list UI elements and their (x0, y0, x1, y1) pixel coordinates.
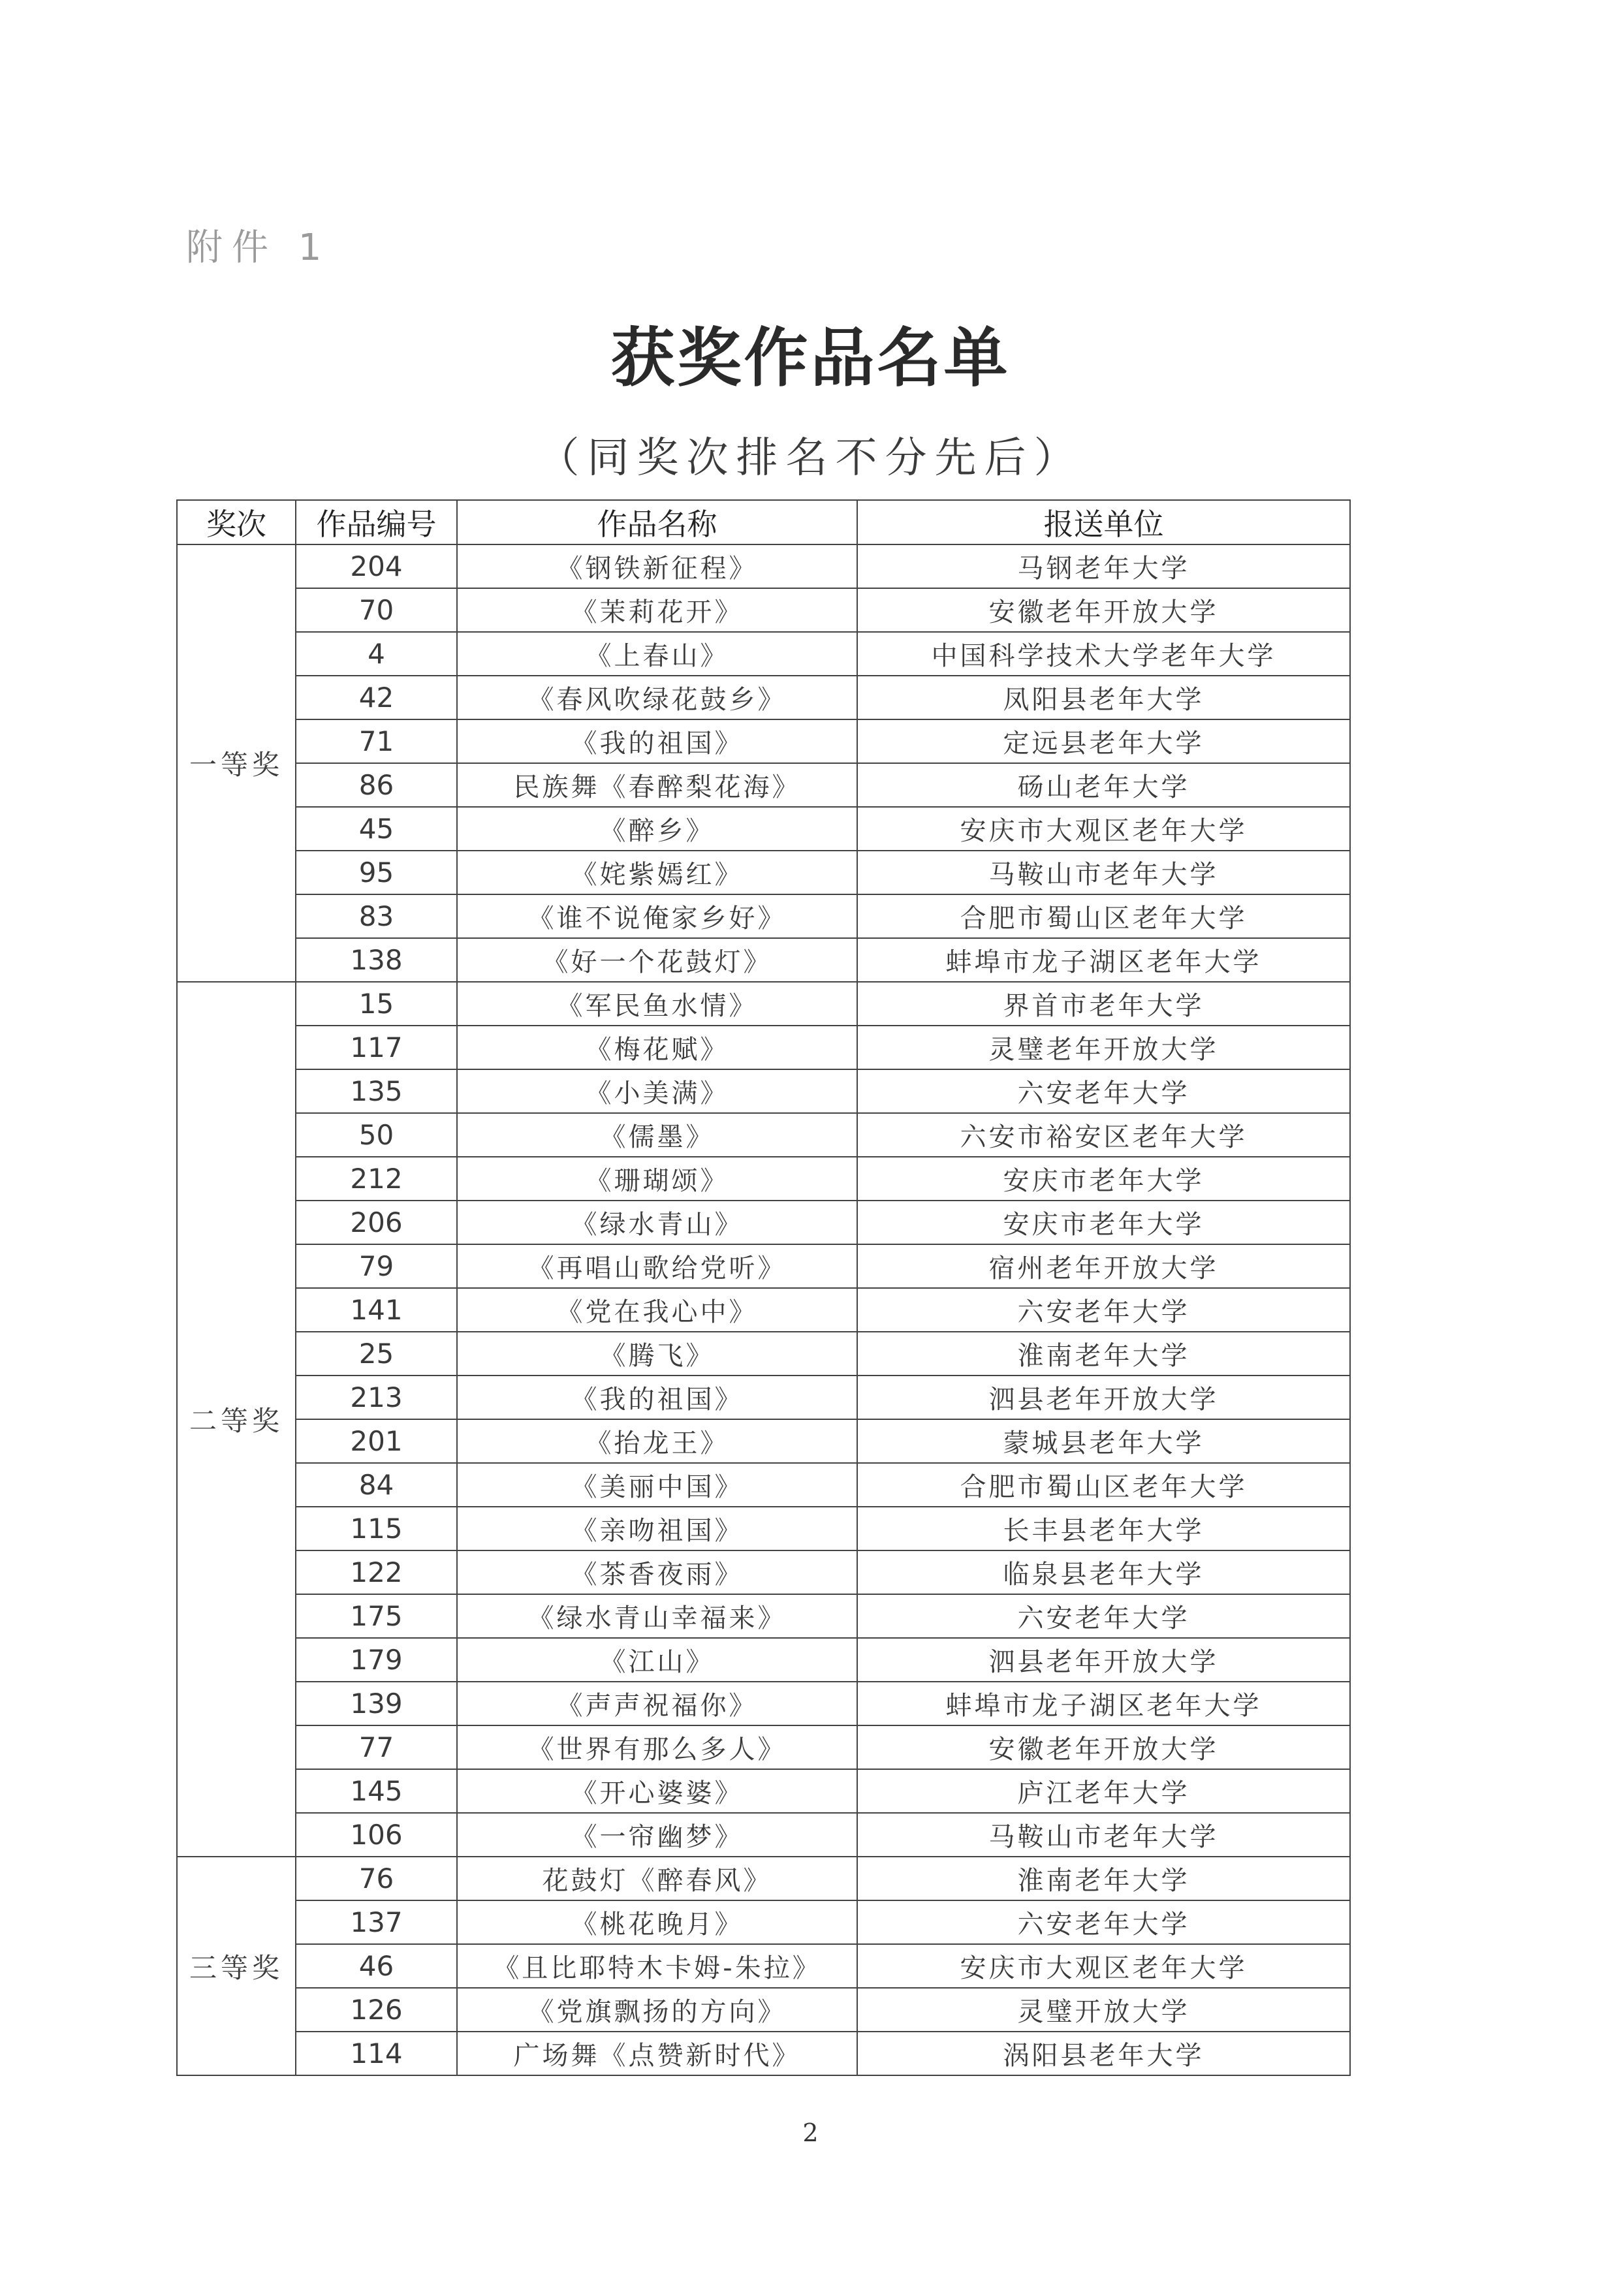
work-number: 70 (296, 588, 457, 632)
work-name: 《抬龙王》 (457, 1419, 857, 1463)
submitting-organization: 淮南老年大学 (857, 1857, 1350, 1900)
work-number: 175 (296, 1594, 457, 1638)
table-row (177, 1550, 1350, 1594)
page-title: 获奖作品名单 (610, 321, 1011, 396)
work-number: 122 (296, 1550, 457, 1594)
table-row (177, 632, 1350, 676)
work-number: 86 (296, 763, 457, 807)
work-name: 《世界有那么多人》 (457, 1725, 857, 1769)
work-number: 204 (296, 544, 457, 588)
table-row (177, 1594, 1350, 1638)
work-number: 106 (296, 1813, 457, 1857)
table-row (177, 719, 1350, 763)
table-row (177, 588, 1350, 632)
work-name: 《再唱山歌给党听》 (457, 1244, 857, 1288)
submitting-organization: 蚌埠市龙子湖区老年大学 (857, 938, 1350, 982)
work-name: 《美丽中国》 (457, 1463, 857, 1507)
submitting-organization: 六安老年大学 (857, 1069, 1350, 1113)
work-name: 《绿水青山幸福来》 (457, 1594, 857, 1638)
table-row (177, 938, 1350, 982)
work-name: 《梅花赋》 (457, 1026, 857, 1069)
table-row (177, 1725, 1350, 1769)
work-number: 83 (296, 894, 457, 938)
work-name: 《党在我心中》 (457, 1288, 857, 1332)
work-name: 民族舞《春醉梨花海》 (457, 763, 857, 807)
work-name: 《一帘幽梦》 (457, 1813, 857, 1857)
work-name: 《儒墨》 (457, 1113, 857, 1157)
work-name: 《且比耶特木卡姆-朱拉》 (457, 1944, 857, 1988)
work-number: 137 (296, 1900, 457, 1944)
work-number: 206 (296, 1201, 457, 1244)
table-row (177, 1376, 1350, 1419)
submitting-organization: 临泉县老年大学 (857, 1550, 1350, 1594)
work-number: 84 (296, 1463, 457, 1507)
table-row (177, 1900, 1350, 1944)
table-row (177, 676, 1350, 719)
submitting-organization: 涡阳县老年大学 (857, 2032, 1350, 2075)
work-number: 95 (296, 851, 457, 894)
submitting-organization: 安庆市大观区老年大学 (857, 807, 1350, 851)
submitting-organization: 马鞍山市老年大学 (857, 851, 1350, 894)
page-number: 2 (802, 2118, 819, 2147)
work-name: 《茶香夜雨》 (457, 1550, 857, 1594)
work-number: 138 (296, 938, 457, 982)
work-name: 《我的祖国》 (457, 1376, 857, 1419)
work-name: 《声声祝福你》 (457, 1682, 857, 1725)
table-row (177, 894, 1350, 938)
submitting-organization: 砀山老年大学 (857, 763, 1350, 807)
work-name: 《钢铁新征程》 (457, 544, 857, 588)
work-name: 《春风吹绿花鼓乡》 (457, 676, 857, 719)
awards-table (176, 499, 1351, 2076)
work-name: 《桃花晚月》 (457, 1900, 857, 1944)
work-name: 《醉乡》 (457, 807, 857, 851)
submitting-organization: 庐江老年大学 (857, 1769, 1350, 1813)
work-number: 15 (296, 982, 457, 1026)
table-row (177, 763, 1350, 807)
work-number: 114 (296, 2032, 457, 2075)
work-name: 《我的祖国》 (457, 719, 857, 763)
submitting-organization: 马钢老年大学 (857, 544, 1350, 588)
table-row (177, 1988, 1350, 2032)
submitting-organization: 中国科学技术大学老年大学 (857, 632, 1350, 676)
work-name: 《姹紫嫣红》 (457, 851, 857, 894)
submitting-organization: 六安老年大学 (857, 1288, 1350, 1332)
table-row (177, 1638, 1350, 1682)
submitting-organization: 安庆市老年大学 (857, 1157, 1350, 1201)
award-grade: 三等奖 (177, 1857, 296, 2075)
work-number: 201 (296, 1419, 457, 1463)
table-row (177, 1157, 1350, 1201)
submitting-organization: 凤阳县老年大学 (857, 676, 1350, 719)
awards-table-body (177, 544, 1350, 2075)
table-row (177, 1769, 1350, 1813)
award-grade: 一等奖 (177, 544, 296, 982)
table-header-row (177, 500, 1350, 544)
work-number: 79 (296, 1244, 457, 1288)
work-name: 《江山》 (457, 1638, 857, 1682)
work-number: 145 (296, 1769, 457, 1813)
table-row (177, 1069, 1350, 1113)
table-row (177, 1026, 1350, 1069)
table-row (177, 1419, 1350, 1463)
submitting-organization: 安徽老年开放大学 (857, 588, 1350, 632)
submitting-organization: 马鞍山市老年大学 (857, 1813, 1350, 1857)
submitting-organization: 界首市老年大学 (857, 982, 1350, 1026)
work-number: 179 (296, 1638, 457, 1682)
work-number: 117 (296, 1026, 457, 1069)
table-row (177, 1682, 1350, 1725)
header-number: 作品编号 (296, 500, 457, 544)
table-row (177, 982, 1350, 1026)
submitting-organization: 定远县老年大学 (857, 719, 1350, 763)
submitting-organization: 安庆市大观区老年大学 (857, 1944, 1350, 1988)
work-number: 126 (296, 1988, 457, 2032)
table-row (177, 851, 1350, 894)
header-grade: 奖次 (177, 500, 296, 544)
work-number: 135 (296, 1069, 457, 1113)
submitting-organization: 安徽老年开放大学 (857, 1725, 1350, 1769)
submitting-organization: 泗县老年开放大学 (857, 1638, 1350, 1682)
work-name: 花鼓灯《醉春风》 (457, 1857, 857, 1900)
work-name: 《上春山》 (457, 632, 857, 676)
table-row (177, 807, 1350, 851)
submitting-organization: 长丰县老年大学 (857, 1507, 1350, 1550)
work-number: 46 (296, 1944, 457, 1988)
table-row (177, 1944, 1350, 1988)
table-row (177, 1288, 1350, 1332)
submitting-organization: 合肥市蜀山区老年大学 (857, 894, 1350, 938)
work-name: 《开心婆婆》 (457, 1769, 857, 1813)
submitting-organization: 六安老年大学 (857, 1594, 1350, 1638)
work-number: 42 (296, 676, 457, 719)
work-number: 212 (296, 1157, 457, 1201)
submitting-organization: 安庆市老年大学 (857, 1201, 1350, 1244)
table-row (177, 1507, 1350, 1550)
header-work-name: 作品名称 (457, 500, 857, 544)
work-name: 《绿水青山》 (457, 1201, 857, 1244)
table-row (177, 2032, 1350, 2075)
page-subtitle: （同奖次排名不分先后） (537, 434, 1084, 482)
work-number: 71 (296, 719, 457, 763)
work-name: 《好一个花鼓灯》 (457, 938, 857, 982)
submitting-organization: 宿州老年开放大学 (857, 1244, 1350, 1288)
submitting-organization: 六安老年大学 (857, 1900, 1350, 1944)
table-row (177, 1857, 1350, 1900)
work-name: 《党旗飘扬的方向》 (457, 1988, 857, 2032)
work-name: 广场舞《点赞新时代》 (457, 2032, 857, 2075)
work-name: 《茉莉花开》 (457, 588, 857, 632)
work-number: 139 (296, 1682, 457, 1725)
work-number: 141 (296, 1288, 457, 1332)
work-number: 45 (296, 807, 457, 851)
work-name: 《小美满》 (457, 1069, 857, 1113)
attachment-label: 附件 1 (186, 227, 331, 269)
submitting-organization: 蒙城县老年大学 (857, 1419, 1350, 1463)
award-grade: 二等奖 (177, 982, 296, 1857)
work-number: 25 (296, 1332, 457, 1376)
work-name: 《军民鱼水情》 (457, 982, 857, 1026)
work-number: 115 (296, 1507, 457, 1550)
work-number: 50 (296, 1113, 457, 1157)
header-organization: 报送单位 (857, 500, 1350, 544)
submitting-organization: 蚌埠市龙子湖区老年大学 (857, 1682, 1350, 1725)
submitting-organization: 灵璧老年开放大学 (857, 1026, 1350, 1069)
work-number: 77 (296, 1725, 457, 1769)
submitting-organization: 灵璧开放大学 (857, 1988, 1350, 2032)
submitting-organization: 合肥市蜀山区老年大学 (857, 1463, 1350, 1507)
work-name: 《腾飞》 (457, 1332, 857, 1376)
table-row (177, 544, 1350, 588)
table-row (177, 1113, 1350, 1157)
table-row (177, 1463, 1350, 1507)
work-name: 《谁不说俺家乡好》 (457, 894, 857, 938)
table-row (177, 1244, 1350, 1288)
work-number: 213 (296, 1376, 457, 1419)
table-row (177, 1332, 1350, 1376)
submitting-organization: 泗县老年开放大学 (857, 1376, 1350, 1419)
work-number: 4 (296, 632, 457, 676)
work-name: 《珊瑚颂》 (457, 1157, 857, 1201)
work-number: 76 (296, 1857, 457, 1900)
table-row (177, 1201, 1350, 1244)
work-name: 《亲吻祖国》 (457, 1507, 857, 1550)
table-row (177, 1813, 1350, 1857)
submitting-organization: 淮南老年大学 (857, 1332, 1350, 1376)
submitting-organization: 六安市裕安区老年大学 (857, 1113, 1350, 1157)
